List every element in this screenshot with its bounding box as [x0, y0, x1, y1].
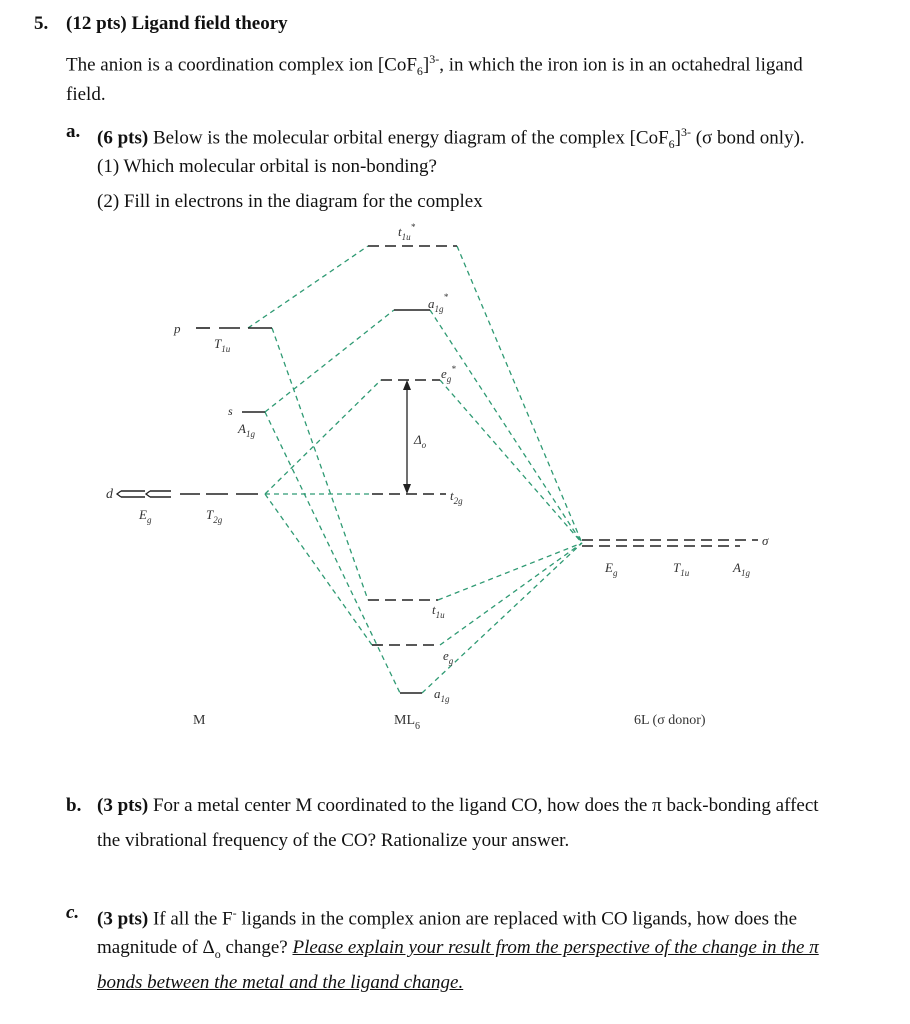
- label-metal-s: s: [228, 404, 233, 418]
- label-metal-T2g: $T_{2g}$: [206, 507, 223, 525]
- column-label-ml6: $ML_6$: [394, 713, 420, 732]
- conn-lig-to-t1u-star: [457, 246, 582, 543]
- conn-s-to-a1g: [265, 412, 400, 693]
- column-label-6l: 6L (σ donor): [634, 713, 706, 728]
- conn-s-to-a1g-star: [265, 310, 394, 412]
- label-metal-A1g: $A_{1g}$: [238, 421, 255, 439]
- question-intro: The anion is a coordination complex ion $[CoF_6]^{3-}$, in which the iron ion is in an octahedral ligand: [66, 52, 803, 79]
- label-ligand-sigma: σ: [762, 533, 769, 548]
- part-c-letter: c.: [66, 902, 80, 923]
- conn-d-to-eg-star: [265, 380, 381, 494]
- part-c-line2: magnitude of $\Delta_o$ change? Please explain your result from the perspective of the change in the π: [97, 937, 819, 961]
- question-heading: (12 pts) Ligand field theory: [66, 13, 288, 34]
- label-mo-t1u-star: $t_{1u}^*$: [398, 222, 416, 242]
- part-c-line3: bonds between the metal and the ligand change.: [97, 972, 464, 993]
- part-b-letter: b.: [66, 795, 82, 816]
- label-ligand-Eg: $E_g$: [605, 560, 618, 578]
- conn-lig-to-t1u: [438, 543, 582, 600]
- conn-lig-to-a1g: [422, 543, 582, 693]
- label-mo-a1g: $a_{1g}$: [434, 686, 450, 704]
- label-ligand-T1u: $T_{1u}$: [673, 560, 690, 578]
- label-mo-eg: $e_g$: [443, 648, 454, 666]
- part-a-q2: (2) Fill in electrons in the diagram for the complex: [97, 191, 483, 212]
- label-mo-eg-star: $e_g^*$: [441, 364, 456, 384]
- part-c-text: (3 pts) If all the F- ligands in the complex anion are replaced with CO ligands, how does the: [97, 906, 798, 930]
- label-metal-d: d: [106, 487, 113, 502]
- part-b-line2: the vibrational frequency of the CO? Rationalize your answer.: [97, 830, 570, 851]
- label-metal-p: p: [174, 321, 181, 336]
- label-metal-Eg: $E_g$: [139, 507, 152, 525]
- conn-lig-to-eg: [440, 543, 582, 645]
- label-mo-t1u: $t_{1u}$: [432, 602, 445, 620]
- conn-d-to-eg: [265, 494, 372, 645]
- label-delta-o: $\Delta_o$: [414, 432, 427, 450]
- ligand-levels: [582, 540, 758, 546]
- metal-levels: [117, 328, 272, 497]
- metal-d-bracket: [117, 491, 150, 497]
- label-metal-T1u: $T_{1u}$: [214, 336, 231, 354]
- label-mo-a1g-star: $a_{1g}^*$: [428, 292, 448, 314]
- mo-levels: [368, 246, 457, 693]
- part-a-q1: (1) Which molecular orbital is non-bonding?: [97, 156, 437, 177]
- correlation-lines: [248, 246, 582, 693]
- part-a-letter: a.: [66, 121, 81, 142]
- part-a-text: (6 pts) Below is the molecular orbital energy diagram of the complex $[CoF_6]^{3-}$ (σ bond only).: [97, 125, 805, 152]
- question-number: 5.: [34, 13, 49, 34]
- conn-p-to-t1u: [272, 328, 368, 600]
- conn-p-to-t1u-star: [248, 246, 368, 328]
- conn-lig-to-eg-star: [440, 380, 582, 543]
- part-b-text: (3 pts) For a metal center M coordinated to the ligand CO, how does the π back-bonding affect: [97, 795, 819, 816]
- conn-lig-to-a1g-star: [430, 310, 582, 543]
- column-label-m: M: [193, 713, 206, 728]
- label-ligand-A1g: $A_{1g}$: [733, 560, 750, 578]
- question-intro-line2: field.: [66, 84, 106, 105]
- label-mo-t2g: $t_{2g}$: [450, 488, 463, 506]
